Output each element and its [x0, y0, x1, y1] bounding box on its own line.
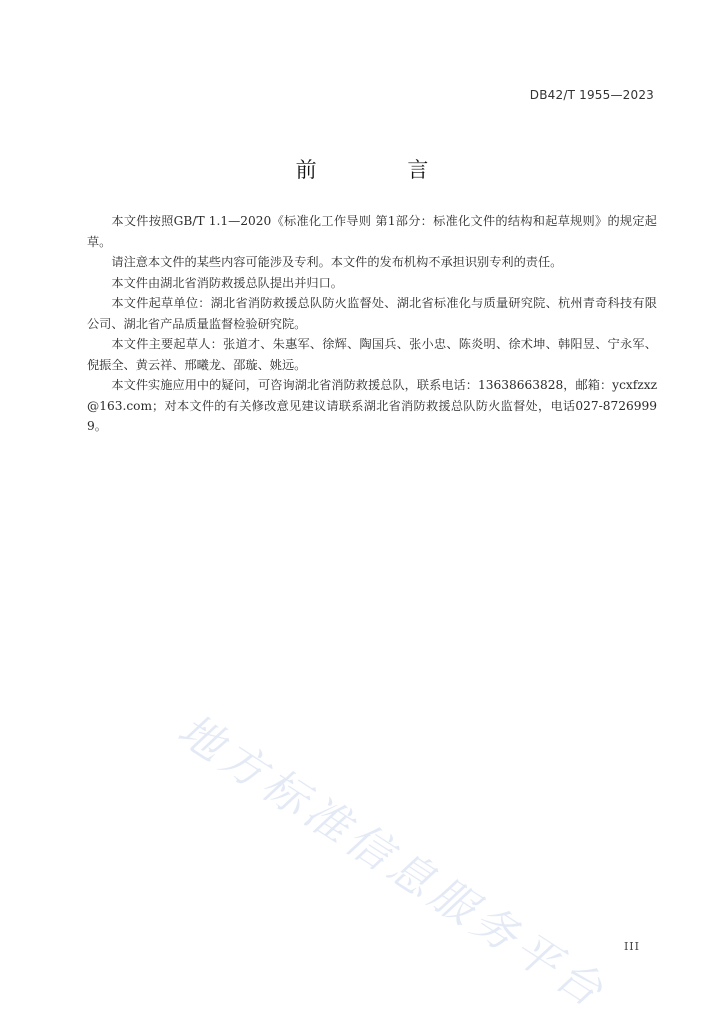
- paragraph-drafting-units: 本文件起草单位：湖北省消防救援总队防火监督处、湖北省标准化与质量研究院、杭州青奇科技有限公司、湖北省产品质量监督检验研究院。: [87, 296, 657, 331]
- paragraph-contact: 本文件实施应用中的疑问，可咨询湖北省消防救援总队，联系电话：13638663828，邮箱：ycxfzxz@163.com；对本文件的有关修改意见建议请联系湖北省消防救援总队防火监督处，电话027-87269999。: [87, 378, 657, 433]
- standard-code: DB42/T 1955—2023: [529, 88, 654, 102]
- paragraph-patent-notice: 请注意本文件的某些内容可能涉及专利。本文件的发布机构不承担识别专利的责任。: [111, 255, 563, 269]
- paragraph-drafters: 本文件主要起草人：张道才、朱惠军、徐辉、陶国兵、张小忠、陈炎明、徐术坤、韩阳昱、宁永军、倪振全、黄云祥、邢曦龙、邵璇、姚远。: [87, 337, 657, 372]
- page-title: 前 言: [295, 158, 471, 182]
- watermark: 地方标准信息服务平台: [168, 704, 616, 1020]
- page-number: III: [623, 940, 640, 953]
- paragraph-drafting-rules: 本文件按照GB/T 1.1—2020《标准化工作导则 第1部分：标准化文件的结构和起草规则》的规定起草。: [87, 214, 657, 249]
- foreword-body: [87, 211, 657, 437]
- paragraph-proposer: 本文件由湖北省消防救援总队提出并归口。: [111, 275, 343, 290]
